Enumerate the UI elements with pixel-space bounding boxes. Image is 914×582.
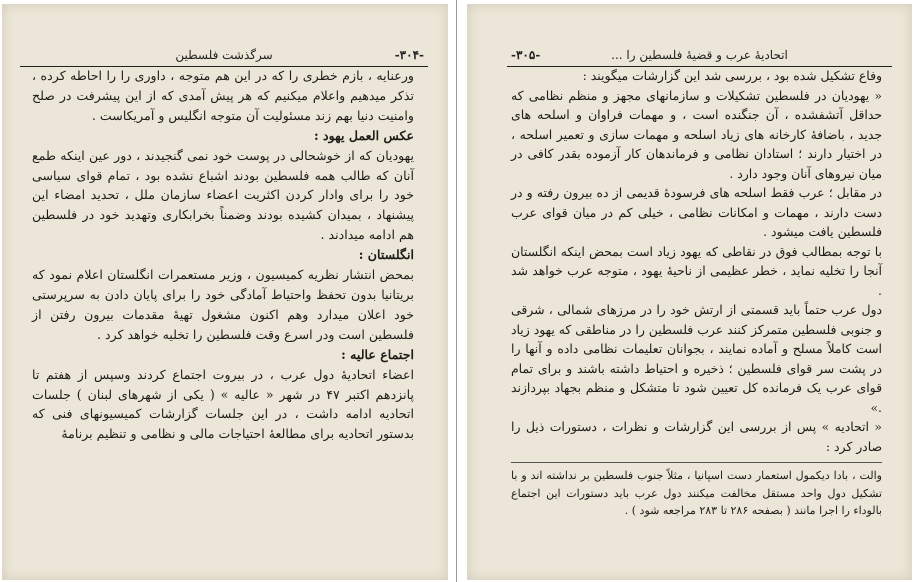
- left-page: [2, 4, 448, 580]
- left-page-body: [32, 66, 414, 444]
- left-page-header: [20, 44, 428, 67]
- paragraph: « اتحادیه » پس از بررسی این گزارشات و نظرات ، دستورات ذیل را صادر کرد :: [511, 419, 882, 454]
- paragraph: اعضاء اتحادیهٔ دول عرب ، در بیروت اجتماع کردند وسپس از هفتم تا پانزدهم اکتبر ۴۷ در شهر « عالیه » ( یکی از شهرهای لبنان ) جلسات اتحادیه ادامه داشت ، در این جلسات گزارشات کمیسیونهای فنی که بدستور اتحادیه برای مطالعهٔ احتیاجات مالی و نظامی و تنظیم برنامهٔ: [32, 366, 414, 442]
- right-page: [467, 4, 912, 580]
- paragraph: ورعنایه ، بازم خطری را که در این هم متوجه ، داوری را را احاطه کرده ، تذکر میدهیم واعلام میکنیم که هر پیش آمدی که از این پیشرفت در صلح وامنیت دنیا بهم زند مسئولیت آن متوجه انگلیس و آمریکاست .: [32, 68, 414, 123]
- right-page-number: -٣٠۵-: [511, 48, 541, 62]
- paragraph: وفاع تشکیل شده بود ، بررسی شد این گزارشات میگویند :: [582, 68, 882, 83]
- footnote: والت ، بادا دیکمول استعمار دست اسپانیا ، مثلاً جنوب فلسطین بر نداشته اند و با تشکیل دول واحد مستقل مخالفت میکنند دول عرب باید دستورات این اجتماع بالوداء را اجرا مانند ( بصفحه ۲۸۶ تا ۲۸۳ مراجعه شود ) .: [511, 462, 882, 520]
- section-heading: عکس العمل یهود :: [314, 127, 414, 143]
- paragraph: بمحض انتشار نظریه کمیسیون ، وزیر مستعمرات انگلستان اعلام نمود که بریتانیا بدون تحفظ واحتیاط آمادگی خود را برای پایان دادن به سرپرستی خود اعلان میدارد وهم اکنون مشغول تهیهٔ مقدمات بیرون رفتن از فلسطین است ودر اسرع وقت فلسطین را تخلیه خواهد کرد .: [32, 267, 414, 342]
- paragraph: یهودیان که از خوشحالی در پوست خود نمی گنجیدند ، دور عین اینکه طمع آنان که طالب همه فلسطین بودند اشباع نشده بود ، تمام قوای سیاسی خود را برای وادار کردن اکثریت اعضاء سازمان ملل ، تحدید امضاء این پیشنهاد ، بمیدان کشیده بودند وضمناً بخرابکاری وتهدید خود در فلسطین هم ادامه میدادند .: [32, 147, 414, 243]
- left-page-number: -٣٠۴-: [394, 48, 424, 62]
- paragraph: دول عرب حتماً باید قسمتی از ارتش خود را در مرزهای شمالی ، شرقی و جنوبی فلسطین متمرکز کنند عرب فلسطین را در مناطقی که یهود زیاد است کاملاً مسلح و آماده نمایند ، بجوانان تعلیمات نظامی داده و آنها را در پشت سر قوای فلسطین ؛ ذخیره و احتیاط داشته باشند و برای تمام قوای عرب یک فرمانده کل تعیین شود تا متشکل و منظم بجهاد بپردازند .»: [511, 302, 882, 415]
- section-heading: انگلستان :: [358, 247, 414, 263]
- section-heading: اجتماع عالیه :: [341, 346, 414, 362]
- page-gutter: [456, 0, 457, 582]
- paragraph: در مقابل ؛ عرب فقط اسلحه های فرسودهٔ قدیمی از ده بیرون رفته و در دست دارند ، مهمات و امکانات نظامی ، خیلی کم در میان قوای عرب فلسطین یافت میشود .: [511, 185, 882, 239]
- right-page-body: [511, 66, 882, 520]
- right-page-header: [507, 44, 892, 67]
- left-running-title: سرگذشت فلسطین: [175, 48, 273, 62]
- paragraph: « یهودیان در فلسطین تشکیلات و سازمانهای مجهز و منظم نظامی که حداقل آتشفشده ، آن جنگنده است ، و مهمات فراوان و اسلحه های جدید ، باضافهٔ کارخانه های زیاد اسلحه و مهمات سازی و تعمیر اسلحه ، در اختیار دارند ؛ استادان نظامی و فرماندهان کار آزموده بقدر کافی در میان نیروهای آنان وجود دارد .: [511, 87, 882, 181]
- right-running-title: اتحادیهٔ عرب و قضیهٔ فلسطین را ...: [611, 48, 788, 62]
- paragraph: با توجه بمطالب فوق در نقاطی که یهود زیاد است بمحض اینکه انگلستان آنجا را تخلیه نماید ، خطر عظیمی از ناحیهٔ یهود ، متوجه عرب خواهد شد .: [511, 243, 882, 298]
